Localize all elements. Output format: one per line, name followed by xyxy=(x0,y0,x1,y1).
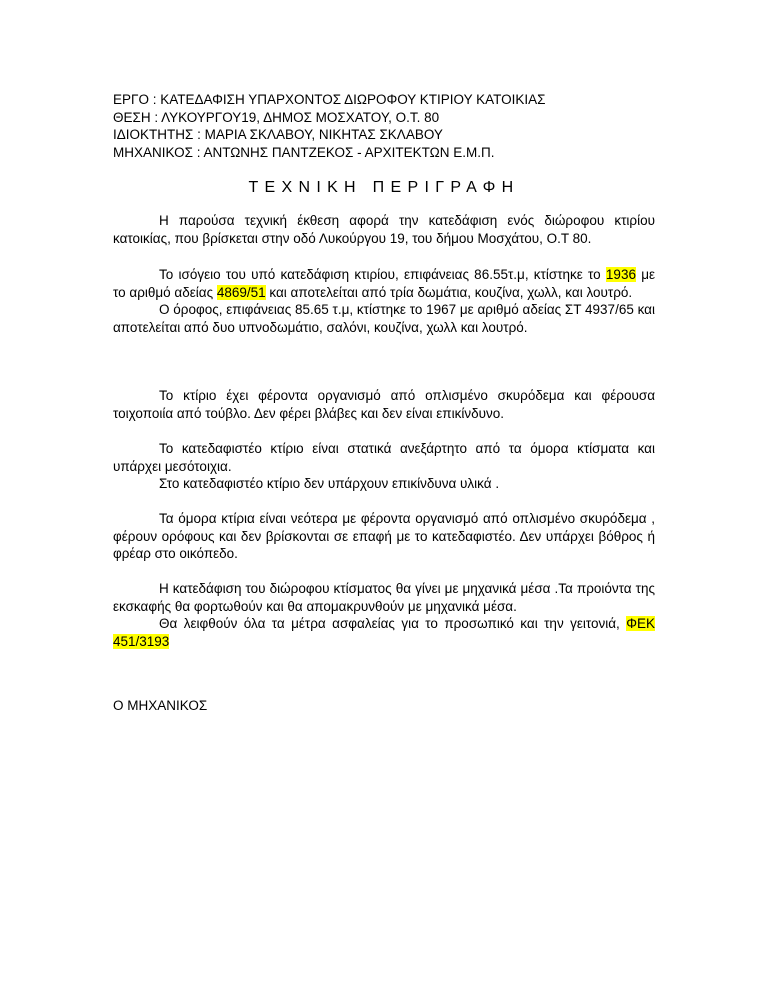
independence-text: Το κατεδαφιστέο κτίριο είναι στατικά ανεξάρτητο από τα όμορα κτίσματα και υπάρχει μεσότοιχια. xyxy=(113,441,655,474)
document-header xyxy=(113,91,673,161)
ground-floor-part3: και αποτελείται από τρία δωμάτια, κουζίνα, χωλλ, και λουτρό. xyxy=(265,284,633,300)
structure-text: Το κτίριο έχει φέροντα οργανισμό από οπλισμένο σκυρόδεμα και φέρουσα τοιχοποιία από τούβλο. Δεν φέρει βλάβες και δεν είναι επικίνδυνο. xyxy=(113,388,655,421)
independence-paragraph xyxy=(113,440,655,493)
neighbors-paragraph xyxy=(113,510,655,563)
signature-line: Ο ΜΗΧΑΝΙΚΟΣ xyxy=(113,698,208,713)
first-floor-text: Ο όροφος, επιφάνειας 85.65 τ.μ, κτίστηκε το 1967 με αριθμό αδείας ΣΤ 4937/65 και αποτελείται από δυο υπνοδωμάτιο, σαλόνι, κουζίνα, χωλλ και λουτρό. xyxy=(113,302,655,335)
construction-year-highlight: 1936 xyxy=(605,267,636,282)
intro-text: Η παρούσα τεχνική έκθεση αφορά την κατεδάφιση ενός διώροφου κτιρίου κατοικίας, που βρίσκεται στην οδό Λυκούργου 19, του δήμου Μοσχάτου, Ο.Τ 80. xyxy=(113,213,655,246)
engineer-line: ΜΗΧΑΝΙΚΟΣ : ΑΝΤΩΝΗΣ ΠΑΝΤΖΕΚΟΣ - ΑΡΧΙΤΕΚΤΩΝ Ε.Μ.Π. xyxy=(113,144,495,160)
ground-floor-part1: Το ισόγειο του υπό κατεδάφιση κτιρίου, επιφάνειας 86.55τ.μ, κτίστηκε το xyxy=(159,267,606,282)
neighbors-text: Τα όμορα κτίρια είναι νεότερα με φέροντα οργανισμό από οπλισμένο σκυρόδεμα , φέρουν ορόφους και δεν βρίσκονται σε επαφή με το κατεδαφιστέο. Δεν υπάρχει βόθρος ή φρέαρ στο οικόπεδο. xyxy=(113,511,655,562)
method-text: Η κατεδάφιση του διώροφου κτίσματος θα γίνει με μηχανικά μέσα .Τα προιόντα της εκσκαφής θα φορτωθούν και θα απομακρυνθούν με μηχανικά μέσα. xyxy=(113,581,655,614)
gazette-reference-highlight: ΦΕΚ 451/3193 xyxy=(113,616,655,649)
safety-sentence: Θα λειφθούν όλα τα μέτρα ασφαλείας για το προσωπικό και την γειτονιά, xyxy=(159,616,627,632)
ground-floor-text xyxy=(113,266,655,301)
method-paragraph xyxy=(113,580,655,650)
floors-paragraph xyxy=(113,266,655,336)
intro-paragraph xyxy=(113,212,655,247)
project-line: ΕΡΓΟ : ΚΑΤΕΔΑΦΙΣΗ ΥΠΑΡΧΟΝΤΟΣ ΔΙΩΡΟΦΟΥ ΚΤΙΡΙΟΥ ΚΑΤΟΙΚΙΑΣ xyxy=(113,92,546,107)
structure-paragraph xyxy=(113,387,655,422)
document-title: ΤΕΧΝΙΚΗ ΠΕΡΙΓΡΑΦΗ xyxy=(248,179,520,196)
safety-text xyxy=(113,615,655,650)
owner-line: ΙΔΙΟΚΤΗΤΗΣ : ΜΑΡΙΑ ΣΚΛΑΒΟΥ, ΝΙΚΗΤΑΣ ΣΚΛΑΒΟΥ xyxy=(113,127,443,142)
hazardous-text: Στο κατεδαφιστέο κτίριο δεν υπάρχουν επικίνδυνα υλικά . xyxy=(159,476,500,492)
ground-floor-part2: με το αριθμό αδείας xyxy=(113,267,655,300)
permit-number-highlight: 4869/51 xyxy=(216,284,266,300)
location-line: ΘΕΣΗ : ΛΥΚΟΥΡΓΟΥ19, ΔΗΜΟΣ ΜΟΣΧΑΤΟΥ, Ο.Τ. 80 xyxy=(113,109,440,125)
